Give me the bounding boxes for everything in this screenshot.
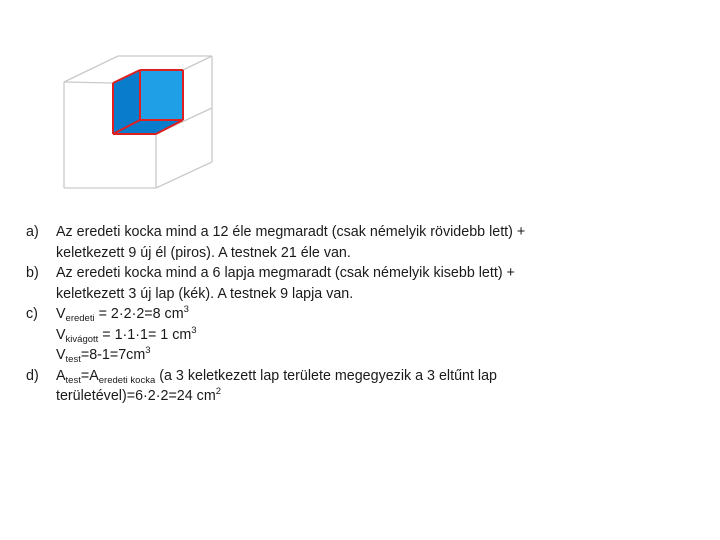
volume-removed: $V_{kivágott} = 1\cdot 1\cdot 1= 1$ $cm^3$ bbox=[56, 324, 197, 345]
answer-b-line1: Az eredeti kocka mind a 6 lapja megmaradt (csak némelyik kisebb lett) + bbox=[56, 265, 515, 281]
item-marker: a) bbox=[26, 224, 39, 240]
surface-area-line2: területével)=6·2·2=24 $cm^2$ bbox=[56, 386, 222, 404]
new-face-back bbox=[140, 70, 183, 120]
cube-with-removed-corner-figure bbox=[0, 0, 720, 230]
answer-a bbox=[26, 222, 696, 263]
answer-b bbox=[26, 263, 696, 304]
surface-area-line1: $A_{test}=A_{eredeti kocka}$ (a 3 keletkezett lap területe megegyezik a 3 eltűnt lap bbox=[56, 367, 498, 386]
volume-original: $V_{eredeti} = 2\cdot 2\cdot 2=8$ $cm^3$ bbox=[56, 304, 189, 324]
item-marker: b) bbox=[26, 265, 39, 281]
answer-d bbox=[26, 366, 696, 407]
answer-a-line1: Az eredeti kocka mind a 12 éle megmaradt (csak némelyik rövidebb lett) + bbox=[56, 224, 526, 240]
answer-b-line2: keletkezett 3 új lap (kék). A testnek 9 lapja van. bbox=[56, 285, 354, 302]
answer-a-line2: keletkezett 9 új él (piros). A testnek 21 éle van. bbox=[56, 244, 351, 261]
item-marker: d) bbox=[26, 367, 39, 384]
answer-c bbox=[26, 304, 696, 366]
answer-list bbox=[26, 222, 696, 407]
item-marker: c) bbox=[26, 306, 38, 322]
volume-solid: $V_{test}=8-1=7cm^3$ bbox=[56, 345, 151, 365]
